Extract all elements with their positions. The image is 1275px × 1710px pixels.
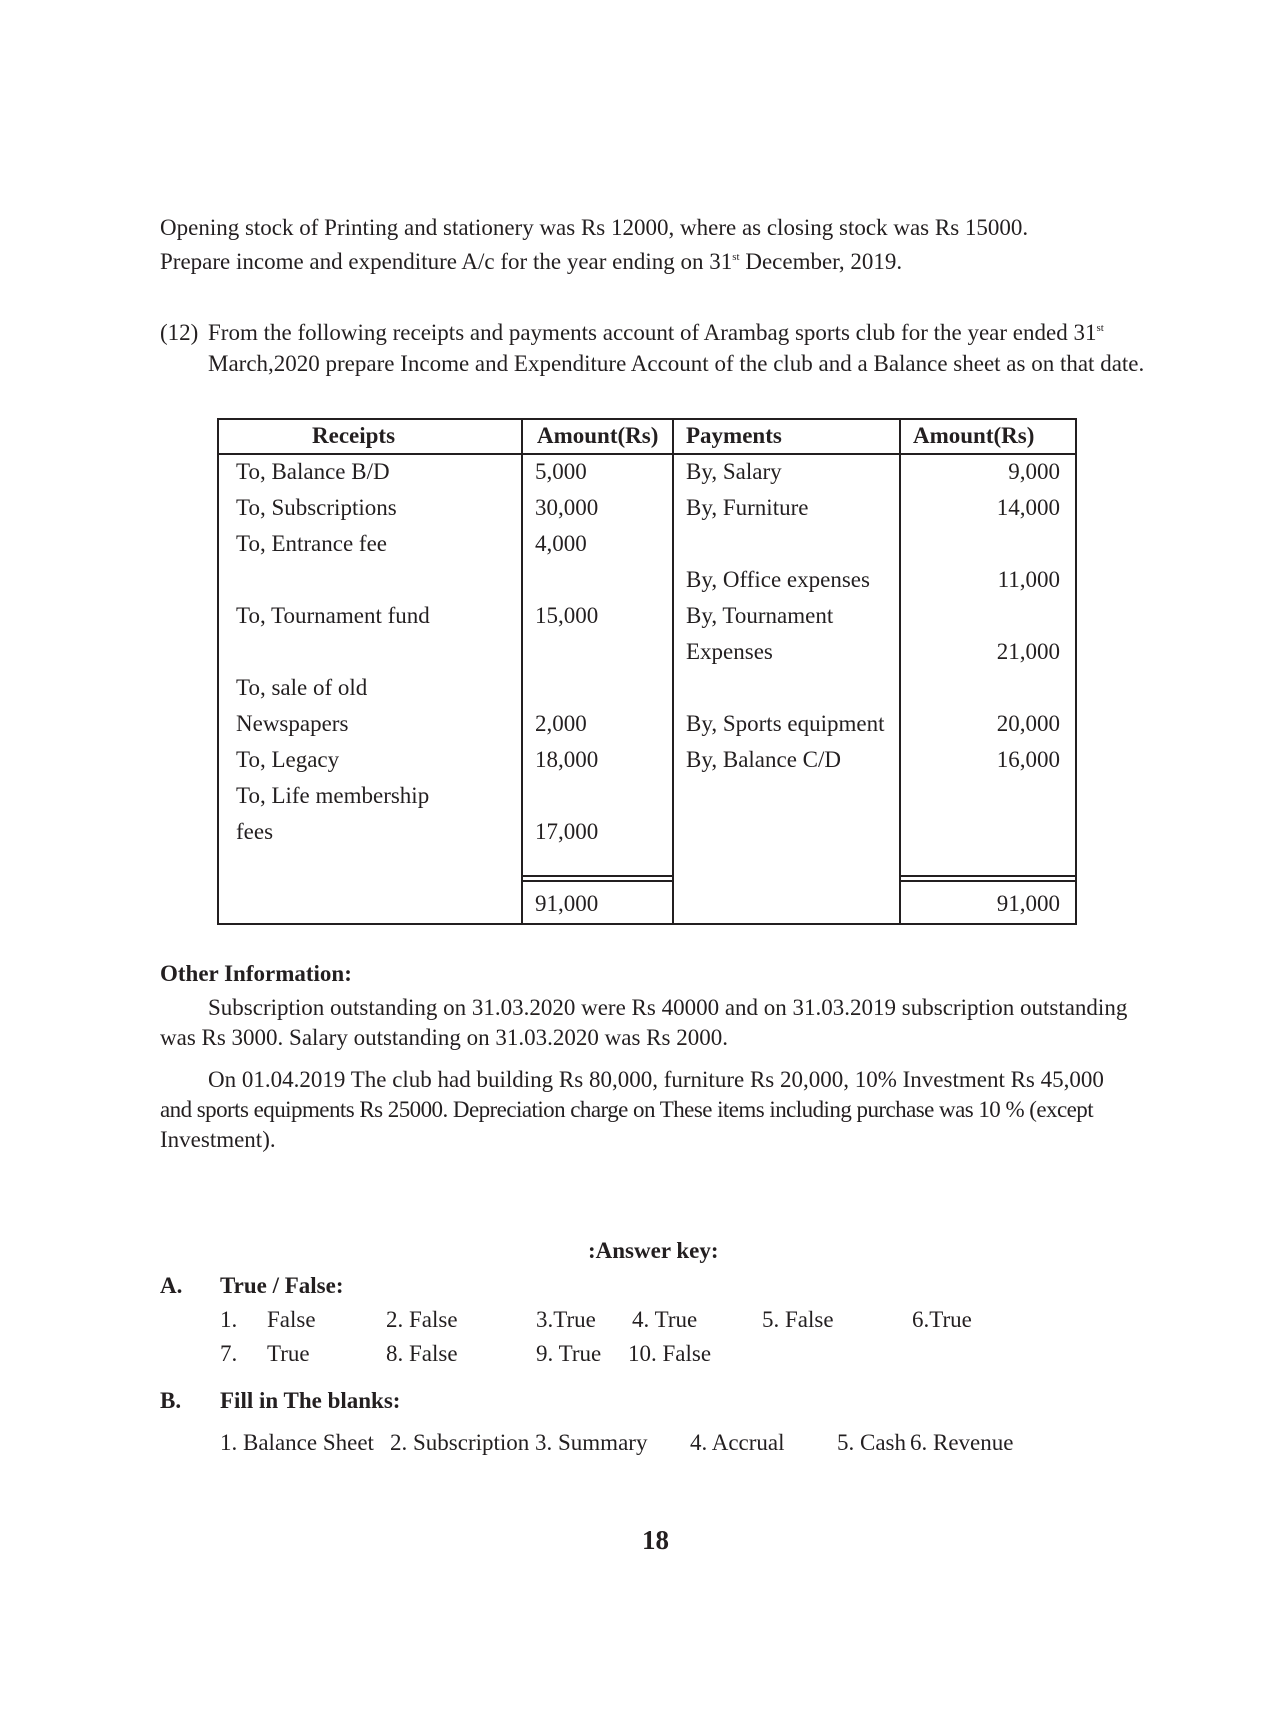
blank-answer: 3. Summary bbox=[535, 1430, 648, 1455]
answer-item: 1. bbox=[220, 1307, 238, 1332]
payment-item: By, Furniture bbox=[686, 495, 809, 520]
answer-item: False bbox=[267, 1307, 316, 1332]
other-info-para2-line1: On 01.04.2019 The club had building Rs 80,000, furniture Rs 20,000, 10% Investment Rs 45,000 bbox=[208, 1067, 1104, 1092]
payment-item: By, Tournament bbox=[686, 603, 834, 628]
answer-item: True bbox=[267, 1341, 310, 1366]
section-b-letter: B. bbox=[160, 1388, 182, 1413]
total-rule-1a bbox=[521, 875, 672, 877]
other-info-para1-line2: was Rs 3000. Salary outstanding on 31.03.2020 was Rs 2000. bbox=[160, 1025, 728, 1050]
answer-item: 7. bbox=[220, 1341, 238, 1366]
question-line-1-text: From the following receipts and payments account of Arambag sports club for the year ended 31 bbox=[208, 320, 1097, 345]
payment-item: By, Salary bbox=[686, 459, 782, 484]
answer-item: 9. True bbox=[536, 1341, 602, 1366]
other-info-para1-line1: Subscription outstanding on 31.03.2020 were Rs 40000 and on 31.03.2019 subscription outstanding bbox=[208, 995, 1128, 1020]
answer-item: 4. True bbox=[632, 1307, 698, 1332]
payment-item: Expenses bbox=[686, 639, 773, 664]
blank-answer: 6. Revenue bbox=[910, 1430, 1014, 1455]
total-receipts: 91,000 bbox=[535, 891, 599, 916]
intro-line-2-sup: st bbox=[732, 251, 740, 263]
intro-line-2 bbox=[160, 249, 902, 275]
other-info-heading: Other Information: bbox=[160, 961, 352, 986]
blank-answer: 4. Accrual bbox=[690, 1430, 785, 1455]
col-divider-2 bbox=[672, 420, 674, 923]
answer-item: 10. False bbox=[628, 1341, 712, 1366]
section-a-heading: True / False: bbox=[220, 1273, 344, 1298]
answer-item: 6.True bbox=[912, 1307, 972, 1332]
payment-item: By, Balance C/D bbox=[686, 747, 842, 772]
receipt-item: To, Tournament fund bbox=[236, 603, 430, 628]
receipt-amount: 18,000 bbox=[535, 747, 599, 772]
blank-answer: 1. Balance Sheet bbox=[220, 1430, 374, 1455]
receipt-item: To, Entrance fee bbox=[236, 531, 387, 556]
payment-amount: 9,000 bbox=[1008, 459, 1060, 484]
receipt-item: To, Life membership bbox=[236, 783, 430, 808]
total-payments: 91,000 bbox=[996, 891, 1060, 916]
receipt-amount: 5,000 bbox=[535, 459, 587, 484]
answer-item: 5. False bbox=[762, 1307, 834, 1332]
payment-amount: 21,000 bbox=[996, 639, 1060, 664]
receipt-item: fees bbox=[236, 819, 274, 844]
receipt-item: To, Balance B/D bbox=[236, 459, 390, 484]
total-rule-2b bbox=[899, 880, 1077, 882]
blank-answer: 5. Cash bbox=[837, 1430, 906, 1455]
receipt-amount: 15,000 bbox=[535, 603, 599, 628]
payment-amount: 16,000 bbox=[996, 747, 1060, 772]
payment-item: By, Office expenses bbox=[686, 567, 870, 592]
receipt-amount: 17,000 bbox=[535, 819, 599, 844]
total-rule-2a bbox=[899, 875, 1077, 877]
question-line-2: March,2020 prepare Income and Expenditure Account of the club and a Balance sheet as on that date. bbox=[208, 351, 1145, 376]
page-number: 18 bbox=[642, 1525, 669, 1555]
intro-line-1: Opening stock of Printing and stationery was Rs 12000, where as closing stock was Rs 15000. bbox=[160, 215, 1029, 240]
receipt-amount: 2,000 bbox=[535, 711, 587, 736]
col-divider-3 bbox=[899, 420, 901, 923]
answer-key-title: :Answer key: bbox=[588, 1238, 719, 1263]
receipt-item: To, Legacy bbox=[236, 747, 340, 772]
header-payments: Payments bbox=[686, 423, 782, 448]
other-info-para2-line2: and sports equipments Rs 25000. Depreciation charge on These items including purchase was 10 % (except bbox=[160, 1097, 1094, 1122]
header-rule bbox=[219, 453, 1075, 455]
receipt-amount: 4,000 bbox=[535, 531, 587, 556]
receipt-item: Newspapers bbox=[236, 711, 349, 736]
answer-item: 3.True bbox=[536, 1307, 596, 1332]
section-b-heading: Fill in The blanks: bbox=[220, 1388, 401, 1413]
receipt-item: To, sale of old bbox=[236, 675, 368, 700]
total-rule-1b bbox=[521, 880, 672, 882]
answer-item: 8. False bbox=[386, 1341, 458, 1366]
header-receipts: Receipts bbox=[312, 423, 396, 448]
receipt-item: To, Subscriptions bbox=[236, 495, 397, 520]
blank-answer: 2. Subscription bbox=[390, 1430, 530, 1455]
payment-amount: 20,000 bbox=[996, 711, 1060, 736]
payment-amount: 14,000 bbox=[996, 495, 1060, 520]
receipts-payments-table bbox=[217, 418, 1077, 925]
section-a-letter: A. bbox=[160, 1273, 183, 1298]
question-line-1-sup: st bbox=[1096, 322, 1104, 334]
header-amount-1: Amount(Rs) bbox=[537, 423, 659, 448]
question-number: (12) bbox=[160, 320, 199, 345]
receipt-amount: 30,000 bbox=[535, 495, 599, 520]
header-amount-2: Amount(Rs) bbox=[913, 423, 1035, 448]
payment-amount: 11,000 bbox=[997, 567, 1060, 592]
other-info-para2-line3: Investment). bbox=[160, 1127, 276, 1152]
intro-line-2-text: Prepare income and expenditure A/c for the year ending on 31 bbox=[160, 249, 733, 274]
question-line-1 bbox=[208, 320, 1104, 346]
intro-line-2-end: December, 2019. bbox=[739, 249, 903, 274]
col-divider-1 bbox=[521, 420, 523, 923]
answer-item: 2. False bbox=[386, 1307, 458, 1332]
payment-item: By, Sports equipment bbox=[686, 711, 885, 736]
